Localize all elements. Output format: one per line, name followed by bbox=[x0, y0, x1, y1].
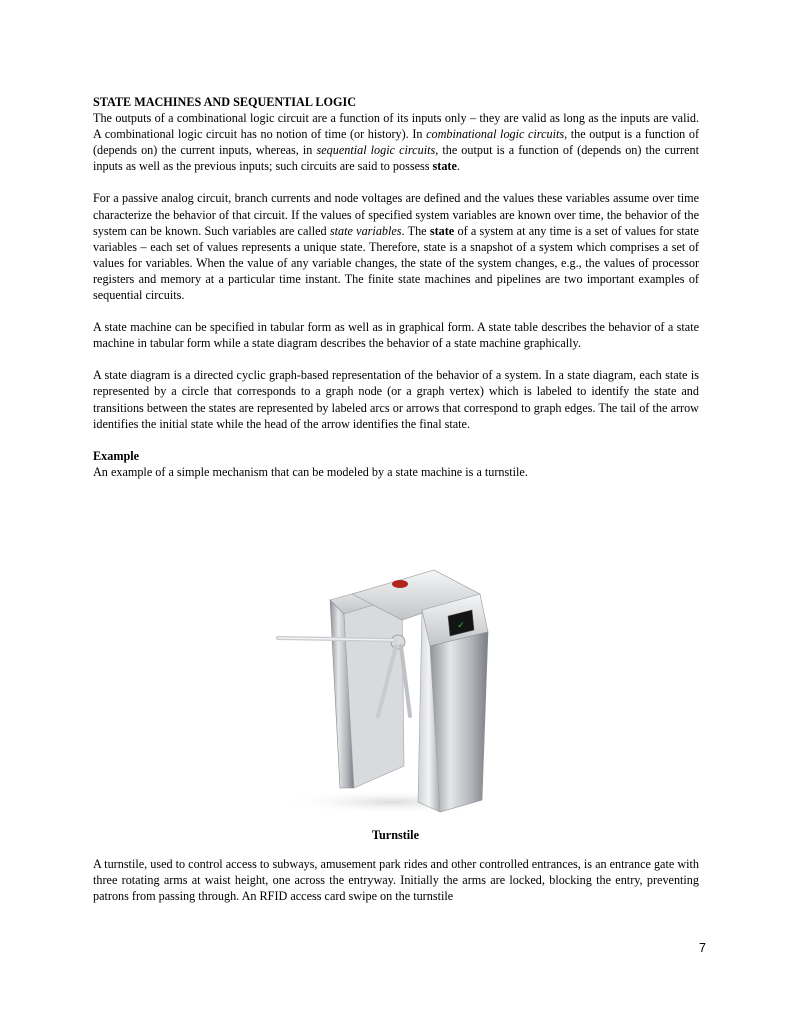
bold-term: state bbox=[429, 223, 455, 238]
body-text bbox=[93, 94, 699, 496]
page-number: 7 bbox=[699, 941, 706, 955]
italic-term: sequential logic circuits bbox=[316, 143, 436, 158]
paragraph-state-diagram: A state diagram is a directed cyclic graph-based representation of the behavior of a system. In a state diagram, each state is represented by a circle that corresponds to a graph node (or a graph vertex) which is labeled to identify the state and transitions between the states are represented by labeled arcs or arrows that correspond to graph edges. The tail of the arrow identifies the initial state while the head of the arrow identifies the final state. bbox=[93, 368, 699, 431]
top-indicator-light bbox=[392, 580, 408, 588]
paragraph-state-table: A state machine can be specified in tabular form as well as in graphical form. A state table describes the behavior of a state machine in tabular form while a state diagram describes the behavior of a state machine graphically. bbox=[93, 320, 699, 351]
back-inner-panel bbox=[344, 596, 404, 788]
paragraph-state-variables bbox=[93, 190, 699, 303]
front-cabinet-face bbox=[430, 632, 488, 812]
turnstile-image bbox=[262, 566, 508, 816]
text-run: . bbox=[456, 159, 460, 174]
italic-term: state variables bbox=[329, 223, 402, 238]
paragraph-combinational bbox=[93, 110, 699, 174]
paragraph-turnstile: A turnstile, used to control access to subways, amusement park rides and other controlled entrances, is an entrance gate with three rotating arms at waist height, one across the entryway. Initially the arms are locked, blocking the entry, preventing patrons from passing through. An RFID access card swipe on the turnstile bbox=[93, 857, 699, 904]
text-run: . The bbox=[401, 223, 430, 238]
text-run: , the output is a function of (depends on) the current inputs, whereas, in bbox=[93, 127, 700, 158]
display-arrow-icon: ✓ bbox=[457, 621, 465, 631]
text-run: The outputs of a combinational logic circuit are a function of its inputs only – they are valid as long as the inputs are valid. A combinational logic circuit has no notion of time (or history). In bbox=[93, 111, 699, 142]
italic-term: combinational logic circuits bbox=[426, 127, 565, 142]
paragraph-example: An example of a simple mechanism that can be modeled by a state machine is a turnstile. bbox=[93, 464, 528, 479]
text-run: of a system at any time is a set of values for state variables – each set of values represents a unique state. Therefore, state is a snapshot of a system which comprises a set of values for variables. When the value of any variable changes, the state of the system changes, e.g., the values of processor registers and memory at a particular time instant. The finite state machines and pipelines are two important examples of sequential circuits. bbox=[93, 223, 699, 303]
text-run: For a passive analog circuit, branch currents and node voltages are defined and the values these variables assume over time characterize the behavior of that circuit. If the values of specified system variables are known over time, the behavior of the system can be known. Such variables are called bbox=[93, 191, 699, 238]
bold-term: state bbox=[432, 159, 457, 174]
example-heading: Example bbox=[93, 448, 140, 463]
figure-caption: Turnstile bbox=[372, 828, 419, 842]
section-heading: STATE MACHINES AND SEQUENTIAL LOGIC bbox=[93, 95, 356, 109]
text-run: , the output is a function of (depends on) the current inputs as well as the previous inputs; such circuits are said to possess bbox=[93, 143, 700, 174]
turnstile-illustration bbox=[262, 566, 508, 816]
